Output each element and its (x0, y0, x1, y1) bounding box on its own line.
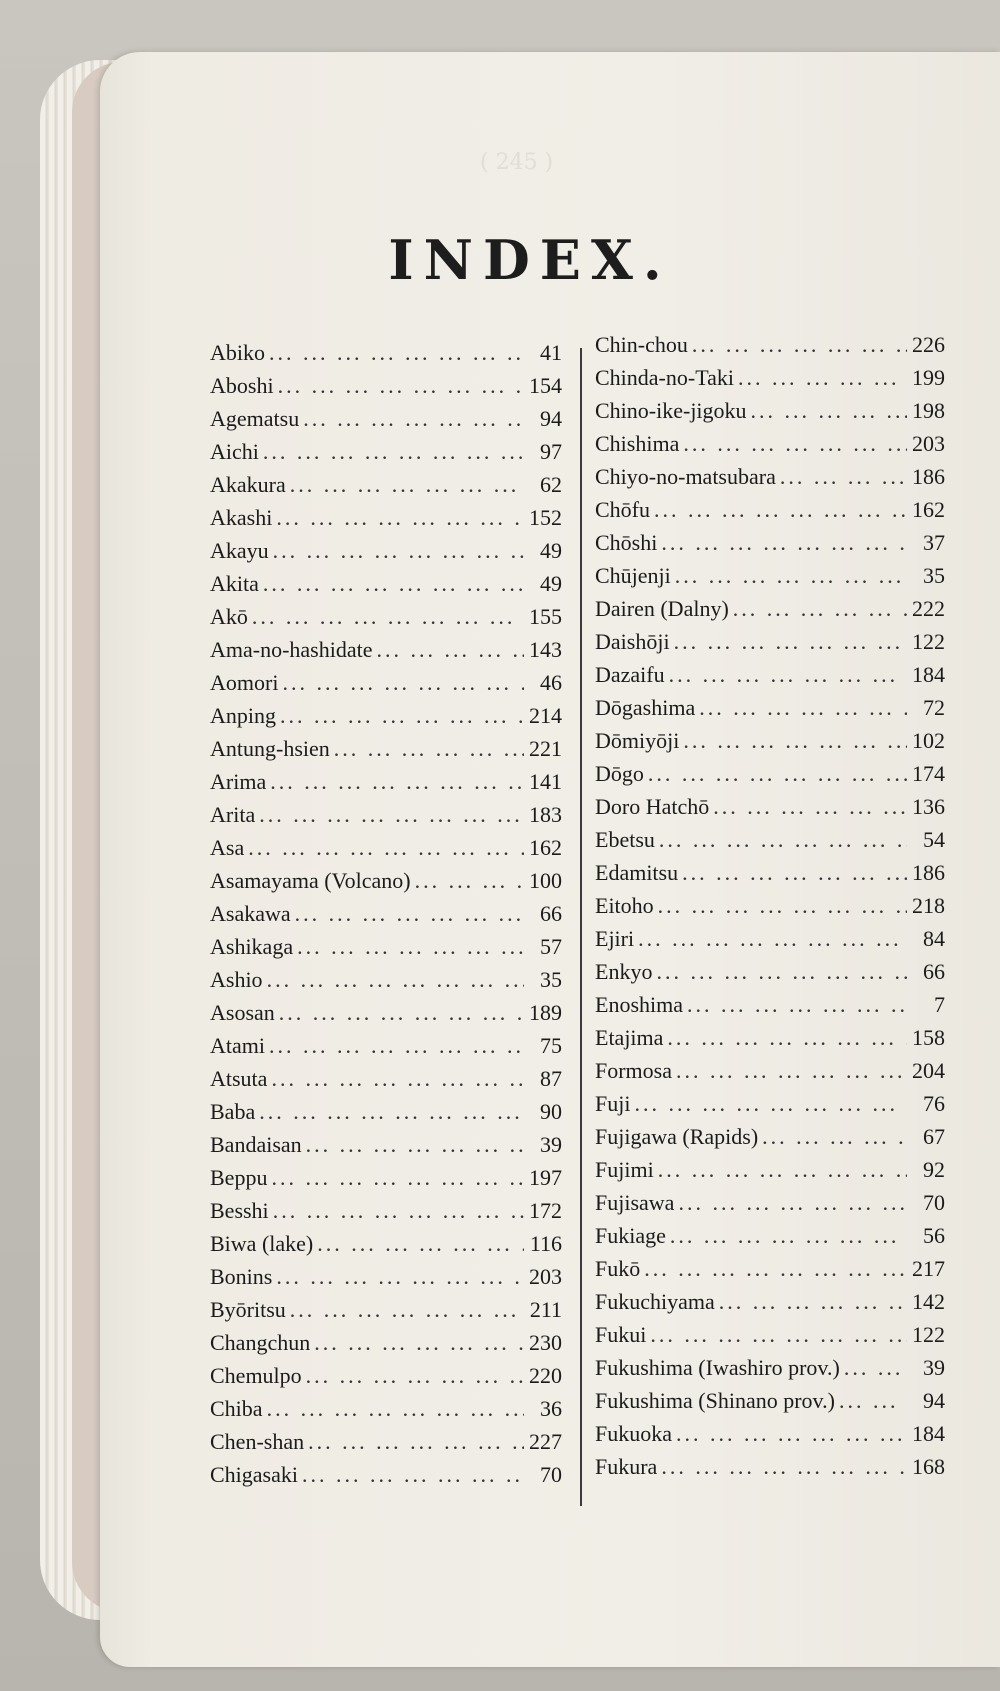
dot-leader (652, 959, 907, 985)
index-entry-name: Akashi (210, 505, 273, 530)
index-entry-name: Chin-chou (595, 332, 688, 357)
index-entry-name: Aomori (210, 670, 279, 695)
index-entry (595, 1223, 945, 1256)
index-entry-page-number: 186 (912, 860, 945, 885)
page-title: INDEX. (388, 228, 672, 292)
index-entry-name: Chūjenji (595, 563, 671, 588)
index-entry-page-number: 155 (529, 604, 562, 629)
index-entry-name: Dōgashima (595, 695, 696, 720)
index-entry-name: Dairen (Dalny) (595, 596, 729, 621)
index-entry (595, 959, 945, 992)
index-entry (210, 373, 562, 406)
dot-leader (269, 1198, 524, 1224)
index-entry-page-number: 94 (923, 1388, 945, 1413)
index-entry-page-number: 199 (912, 365, 945, 390)
index-entry-name: Beppu (210, 1165, 268, 1190)
index-entry-name: Edamitsu (595, 860, 679, 885)
index-entry-name: Baba (210, 1099, 256, 1124)
index-entry-name: Fujisawa (595, 1190, 675, 1215)
index-entry (210, 340, 562, 373)
index-entry-name: Chōshi (595, 530, 658, 555)
index-entry-page-number: 75 (540, 1033, 562, 1058)
index-entry (210, 703, 562, 736)
dot-leader (657, 1454, 907, 1480)
index-entry-page-number: 84 (923, 926, 945, 951)
index-entry (210, 406, 562, 439)
index-entry (210, 1000, 562, 1033)
index-entry (210, 1033, 562, 1066)
index-entry-page-number: 70 (923, 1190, 945, 1215)
index-entry-page-number: 62 (540, 472, 562, 497)
dot-leader (286, 472, 524, 498)
index-entry (210, 571, 562, 604)
index-entry-name: Arita (210, 802, 256, 827)
index-entry-page-number: 203 (529, 1264, 562, 1289)
index-entry (210, 439, 562, 472)
index-entry-name: Abiko (210, 340, 265, 365)
index-entry-page-number: 203 (912, 431, 945, 456)
index-entry-name: Fujigawa (Rapids) (595, 1124, 759, 1149)
index-entry-name: Doro Hatchō (595, 794, 710, 819)
index-entry-page-number: 204 (912, 1058, 945, 1083)
index-entry-page-number: 226 (912, 332, 945, 357)
index-entry (210, 835, 562, 868)
index-entry (595, 431, 945, 464)
index-entry (595, 629, 945, 662)
index-entry (595, 1256, 945, 1289)
index-entry-name: Fuji (595, 1091, 631, 1116)
index-entry-page-number: 189 (529, 1000, 562, 1025)
dot-leader (272, 1264, 524, 1290)
dot-leader (276, 703, 524, 729)
index-entry-page-number: 36 (540, 1396, 562, 1421)
index-entry-page-number: 218 (912, 893, 945, 918)
dot-leader (640, 1256, 907, 1282)
index-entry (210, 1066, 562, 1099)
index-entry (210, 769, 562, 802)
dot-leader (683, 992, 907, 1018)
index-entry (210, 868, 562, 901)
index-column-right (595, 332, 945, 1487)
index-entry-name: Agematsu (210, 406, 300, 431)
dot-leader (715, 1289, 907, 1315)
index-entry (210, 1198, 562, 1231)
index-entry (595, 530, 945, 563)
index-entry-page-number: 97 (540, 439, 562, 464)
index-entry-name: Fukura (595, 1454, 658, 1479)
dot-leader (646, 1322, 907, 1348)
index-entry (210, 538, 562, 571)
index-entry (210, 934, 562, 967)
index-entry-page-number: 214 (529, 703, 562, 728)
index-entry-name: Asosan (210, 1000, 275, 1025)
dot-leader (747, 398, 907, 424)
index-entry (210, 670, 562, 703)
index-entry-page-number: 136 (912, 794, 945, 819)
dot-leader (255, 802, 524, 828)
dot-leader (291, 901, 524, 927)
index-entry-name: Akakura (210, 472, 286, 497)
dot-leader (299, 406, 524, 432)
index-entry-name: Bonins (210, 1264, 273, 1289)
index-entry-page-number: 39 (923, 1355, 945, 1380)
index-entry (595, 860, 945, 893)
index-entry-page-number: 54 (923, 827, 945, 852)
index-entry (595, 827, 945, 860)
dot-leader (663, 1025, 907, 1051)
index-entry-page-number: 220 (529, 1363, 562, 1388)
index-entry-name: Bandaisan (210, 1132, 302, 1157)
index-entry (595, 1289, 945, 1322)
dot-leader (674, 1190, 907, 1216)
dot-leader (278, 670, 524, 696)
index-entry (595, 563, 945, 596)
index-entry-page-number: 168 (912, 1454, 945, 1479)
dot-leader (269, 538, 524, 564)
dot-leader (679, 728, 907, 754)
index-entry (210, 1132, 562, 1165)
dot-leader (840, 1355, 907, 1381)
index-entry-page-number: 41 (540, 340, 562, 365)
dot-leader (695, 695, 907, 721)
index-entry-name: Akita (210, 571, 259, 596)
dot-leader (654, 893, 907, 919)
index-entry-name: Chinda-no-Taki (595, 365, 734, 390)
index-entry (210, 1396, 562, 1429)
dot-leader (265, 1033, 524, 1059)
index-entry-page-number: 162 (529, 835, 562, 860)
index-entry-name: Anping (210, 703, 276, 728)
index-entry (210, 1264, 562, 1297)
index-entry (595, 1025, 945, 1058)
index-entry (210, 1330, 562, 1363)
dot-leader (665, 662, 907, 688)
index-entry (595, 794, 945, 827)
index-entry (595, 992, 945, 1025)
dot-leader (776, 464, 907, 490)
dot-leader (274, 373, 524, 399)
index-entry-name: Fukō (595, 1256, 641, 1281)
index-entry-page-number: 49 (540, 538, 562, 563)
index-entry (210, 1462, 562, 1495)
index-entry-name: Atsuta (210, 1066, 268, 1091)
index-entry-page-number: 66 (923, 959, 945, 984)
index-entry (210, 1363, 562, 1396)
index-entry-page-number: 172 (529, 1198, 562, 1223)
index-entry (595, 398, 945, 431)
index-entry (210, 1165, 562, 1198)
index-entry-name: Biwa (lake) (210, 1231, 314, 1256)
dot-leader (734, 365, 907, 391)
index-entry (595, 728, 945, 761)
dot-leader (248, 604, 524, 630)
dot-leader (679, 431, 907, 457)
index-entry-name: Ashio (210, 967, 263, 992)
dot-leader (758, 1124, 907, 1150)
index-entry (595, 1058, 945, 1091)
index-entry-name: Chiba (210, 1396, 263, 1421)
index-entry (210, 901, 562, 934)
dot-leader (644, 761, 907, 787)
index-entry-name: Eitoho (595, 893, 654, 918)
dot-leader (655, 827, 907, 853)
index-entry-name: Ashikaga (210, 934, 294, 959)
index-entry-page-number: 94 (540, 406, 562, 431)
index-entry-name: Enkyo (595, 959, 653, 984)
index-entry-name: Byōritsu (210, 1297, 286, 1322)
dot-leader (666, 1223, 907, 1249)
index-entry-page-number: 100 (529, 868, 562, 893)
index-entry-page-number: 102 (912, 728, 945, 753)
dot-leader (266, 769, 524, 795)
index-entry (595, 332, 945, 365)
index-entry-page-number: 152 (529, 505, 562, 530)
dot-leader (275, 1000, 524, 1026)
index-entry-name: Daishōji (595, 629, 670, 654)
index-entry (595, 926, 945, 959)
dot-leader (670, 629, 907, 655)
index-entry-page-number: 87 (540, 1066, 562, 1091)
dot-leader (678, 860, 907, 886)
index-entry-page-number: 184 (912, 662, 945, 687)
index-entry-name: Chishima (595, 431, 680, 456)
index-entry-page-number: 230 (529, 1330, 562, 1355)
dot-leader (654, 1157, 907, 1183)
index-entry-page-number: 221 (529, 736, 562, 761)
index-entry (210, 472, 562, 505)
dot-leader (634, 926, 907, 952)
index-entry (595, 1388, 945, 1421)
index-entry (210, 1099, 562, 1132)
index-entry-page-number: 46 (540, 670, 562, 695)
dot-leader (304, 1429, 524, 1455)
index-entry (210, 736, 562, 769)
index-entry-name: Enoshima (595, 992, 683, 1017)
index-entry-page-number: 211 (529, 1297, 562, 1322)
index-entry (595, 695, 945, 728)
index-entry-page-number: 35 (923, 563, 945, 588)
bleed-through-page-number: ( 245 ) (480, 150, 554, 175)
index-entry (210, 1429, 562, 1462)
index-entry-name: Akō (210, 604, 248, 629)
index-entry-name: Chemulpo (210, 1363, 302, 1388)
index-entry (210, 802, 562, 835)
index-entry-page-number: 183 (529, 802, 562, 827)
index-entry-name: Chigasaki (210, 1462, 298, 1487)
index-entry-page-number: 198 (912, 398, 945, 423)
index-entry (595, 662, 945, 695)
dot-leader (286, 1297, 524, 1323)
index-entry (210, 967, 562, 1000)
dot-leader (672, 1421, 907, 1447)
index-entry-name: Fukushima (Shinano prov.) (595, 1388, 835, 1413)
index-entry-name: Akayu (210, 538, 269, 563)
index-entry-name: Asa (210, 835, 245, 860)
index-entry-name: Dazaifu (595, 662, 665, 687)
index-entry-name: Dōmiyōji (595, 728, 680, 753)
dot-leader (255, 1099, 524, 1125)
index-entry-page-number: 7 (934, 992, 945, 1017)
index-entry-page-number: 70 (540, 1462, 562, 1487)
index-entry-name: Ama-no-hashidate (210, 637, 373, 662)
index-entry-name: Aichi (210, 439, 259, 464)
index-entry-page-number: 197 (529, 1165, 562, 1190)
index-entry-page-number: 217 (912, 1256, 945, 1281)
index-entry (595, 1124, 945, 1157)
index-column-left (210, 340, 562, 1495)
dot-leader (330, 736, 524, 762)
index-entry-name: Besshi (210, 1198, 269, 1223)
dot-leader (267, 1066, 524, 1092)
index-entry (210, 505, 562, 538)
dot-leader (272, 505, 524, 531)
index-entry (595, 1355, 945, 1388)
dot-leader (835, 1388, 907, 1414)
index-entry (595, 1421, 945, 1454)
index-entry-page-number: 222 (912, 596, 945, 621)
index-entry-name: Chiyo-no-matsubara (595, 464, 776, 489)
index-entry (595, 1190, 945, 1223)
index-entry-name: Chōfu (595, 497, 650, 522)
dot-leader (709, 794, 907, 820)
index-entry-name: Fukui (595, 1322, 647, 1347)
index-entry (595, 761, 945, 794)
index-entry-page-number: 72 (923, 695, 945, 720)
index-entry-page-number: 49 (540, 571, 562, 596)
index-entry-page-number: 35 (540, 967, 562, 992)
index-entry-page-number: 186 (912, 464, 945, 489)
dot-leader (671, 563, 907, 589)
index-entry-page-number: 141 (529, 769, 562, 794)
index-entry-page-number: 92 (923, 1157, 945, 1182)
index-entry (210, 1231, 562, 1264)
index-entry-name: Formosa (595, 1058, 672, 1083)
index-entry-name: Fujimi (595, 1157, 654, 1182)
index-entry-page-number: 122 (912, 1322, 945, 1347)
index-entry-page-number: 142 (912, 1289, 945, 1314)
dot-leader (373, 637, 525, 663)
index-entry-name: Changchun (210, 1330, 311, 1355)
dot-leader (302, 1132, 524, 1158)
index-entry-name: Asakawa (210, 901, 291, 926)
index-entry-page-number: 184 (912, 1421, 945, 1446)
dot-leader (265, 340, 524, 366)
index-entry-page-number: 90 (540, 1099, 562, 1124)
dot-leader (729, 596, 907, 622)
index-entry-name: Fukuoka (595, 1421, 672, 1446)
dot-leader (263, 1396, 524, 1422)
index-entry-name: Fukuchiyama (595, 1289, 715, 1314)
index-entry-name: Chino-ike-jigoku (595, 398, 747, 423)
index-entry-name: Etajima (595, 1025, 664, 1050)
index-entry-page-number: 162 (912, 497, 945, 522)
index-entry-page-number: 39 (540, 1132, 562, 1157)
dot-leader (244, 835, 524, 861)
index-entry-name: Asamayama (Volcano) (210, 868, 411, 893)
dot-leader (293, 934, 524, 960)
index-entry (595, 893, 945, 926)
dot-leader (263, 967, 524, 993)
dot-leader (302, 1363, 524, 1389)
index-entry-page-number: 154 (529, 373, 562, 398)
index-entry-page-number: 227 (529, 1429, 562, 1454)
dot-leader (657, 530, 907, 556)
index-entry-page-number: 67 (923, 1124, 945, 1149)
index-entry-page-number: 122 (912, 629, 945, 654)
dot-leader (313, 1231, 524, 1257)
index-entry-name: Fukiage (595, 1223, 666, 1248)
dot-leader (411, 868, 524, 894)
index-entry (595, 1091, 945, 1124)
index-entry (595, 464, 945, 497)
index-entry (595, 1157, 945, 1190)
index-entry-name: Chen-shan (210, 1429, 305, 1454)
dot-leader (672, 1058, 907, 1084)
index-entry-page-number: 57 (540, 934, 562, 959)
index-entry-page-number: 143 (529, 637, 562, 662)
index-entry-page-number: 66 (540, 901, 562, 926)
dot-leader (267, 1165, 524, 1191)
index-entry-page-number: 174 (912, 761, 945, 786)
index-entry (595, 596, 945, 629)
index-entry (210, 637, 562, 670)
dot-leader (688, 332, 907, 358)
index-entry-name: Dōgo (595, 761, 644, 786)
column-divider (580, 348, 582, 1506)
index-entry (595, 1454, 945, 1487)
index-entry (210, 604, 562, 637)
index-entry-name: Arima (210, 769, 267, 794)
index-entry-page-number: 56 (923, 1223, 945, 1248)
index-entry-name: Antung-hsien (210, 736, 330, 761)
index-entry-page-number: 158 (912, 1025, 945, 1050)
dot-leader (650, 497, 907, 523)
index-entry-page-number: 37 (923, 530, 945, 555)
dot-leader (259, 439, 524, 465)
index-entry-name: Aboshi (210, 373, 274, 398)
index-entry-page-number: 76 (923, 1091, 945, 1116)
index-entry-name: Ejiri (595, 926, 635, 951)
dot-leader (310, 1330, 524, 1356)
index-entry (595, 497, 945, 530)
index-entry (595, 365, 945, 398)
index-entry-name: Fukushima (Iwashiro prov.) (595, 1355, 840, 1380)
index-entry-page-number: 116 (529, 1231, 562, 1256)
dot-leader (298, 1462, 524, 1488)
index-entry (210, 1297, 562, 1330)
dot-leader (630, 1091, 907, 1117)
dot-leader (259, 571, 524, 597)
index-entry (595, 1322, 945, 1355)
index-entry-name: Ebetsu (595, 827, 655, 852)
index-entry-name: Atami (210, 1033, 265, 1058)
